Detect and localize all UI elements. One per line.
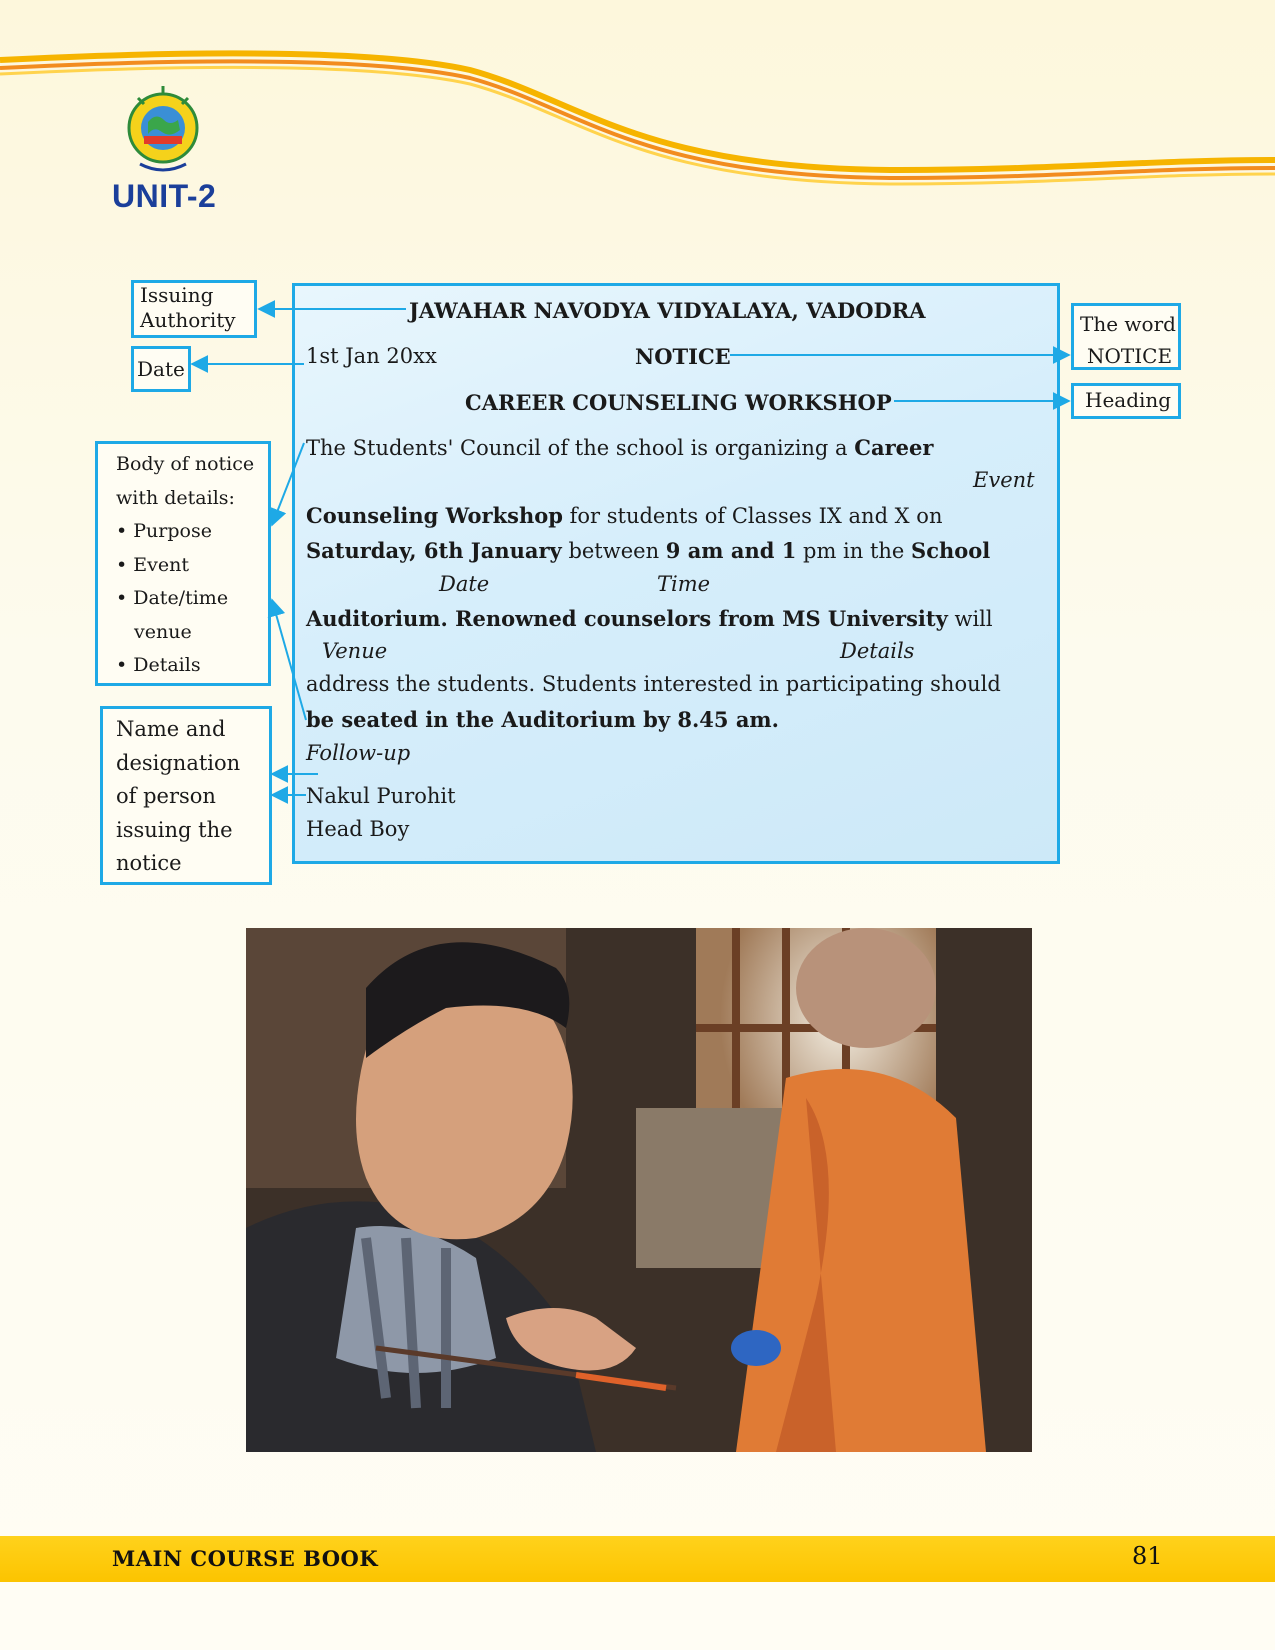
callout-date — [131, 346, 191, 392]
notice-body-line-4: Auditorium. Renowned counselors from MS University will — [306, 606, 993, 631]
callout-text: with details: — [116, 486, 235, 509]
callout-the-word-notice — [1071, 303, 1181, 370]
callout-text: designation — [116, 750, 241, 775]
cbse-logo — [118, 80, 208, 180]
callout-text: Date — [137, 357, 185, 381]
callout-text: NOTICE — [1087, 344, 1173, 368]
tag-date: Date — [439, 572, 490, 596]
footer-page-number: 81 — [1132, 1542, 1163, 1570]
callout-issuing-authority — [131, 280, 257, 338]
callout-text: venue — [134, 620, 192, 643]
callout-text: • Details — [116, 654, 201, 676]
callout-heading — [1071, 383, 1181, 419]
callout-text: The word — [1080, 312, 1176, 336]
notice-school-name: JAWAHAR NAVODYA VIDYALAYA, VADODRA — [409, 298, 926, 323]
tag-details: Details — [840, 639, 915, 663]
notice-word: NOTICE — [635, 344, 731, 369]
notice-body-line-2: Counseling Workshop for students of Classes IX and X on — [306, 503, 943, 528]
tag-follow-up: Follow-up — [306, 741, 411, 765]
tag-venue: Venue — [322, 639, 388, 663]
callout-text: Name and — [116, 717, 226, 741]
callout-text: • Purpose — [116, 520, 212, 542]
callout-text: notice — [116, 851, 182, 875]
tag-time: Time — [657, 572, 711, 596]
callout-text: Authority — [140, 308, 236, 332]
notice-signatory-name: Nakul Purohit — [306, 784, 456, 808]
callout-text: Body of notice — [116, 453, 255, 475]
footer-book-title: MAIN COURSE BOOK — [112, 1546, 379, 1571]
callout-text: of person — [116, 784, 216, 808]
callout-text: issuing the — [116, 817, 233, 842]
notice-body-line-3: Saturday, 6th January between 9 am and 1 pm in the School — [306, 538, 991, 563]
tag-event: Event — [973, 468, 1035, 492]
notice-date: 1st Jan 20xx — [306, 344, 437, 368]
callout-name-designation — [100, 706, 272, 885]
notice-body-line-5: address the students. Students interested in participating should — [306, 672, 1001, 696]
callout-text: • Date/time — [116, 587, 229, 609]
notice-heading: CAREER COUNSELING WORKSHOP — [465, 390, 892, 415]
callout-text: Issuing — [140, 283, 214, 307]
callout-body-details — [95, 441, 271, 686]
notice-body-line-1: The Students' Council of the school is organizing a Career — [306, 435, 934, 460]
unit-title: UNIT-2 — [112, 178, 217, 214]
notice-body-line-6: be seated in the Auditorium by 8.45 am. — [306, 707, 779, 732]
notice-signatory-designation: Head Boy — [306, 817, 410, 841]
callout-text: Heading — [1085, 388, 1172, 412]
student-painting-photo — [246, 928, 1032, 1452]
callout-text: • Event — [116, 553, 189, 576]
